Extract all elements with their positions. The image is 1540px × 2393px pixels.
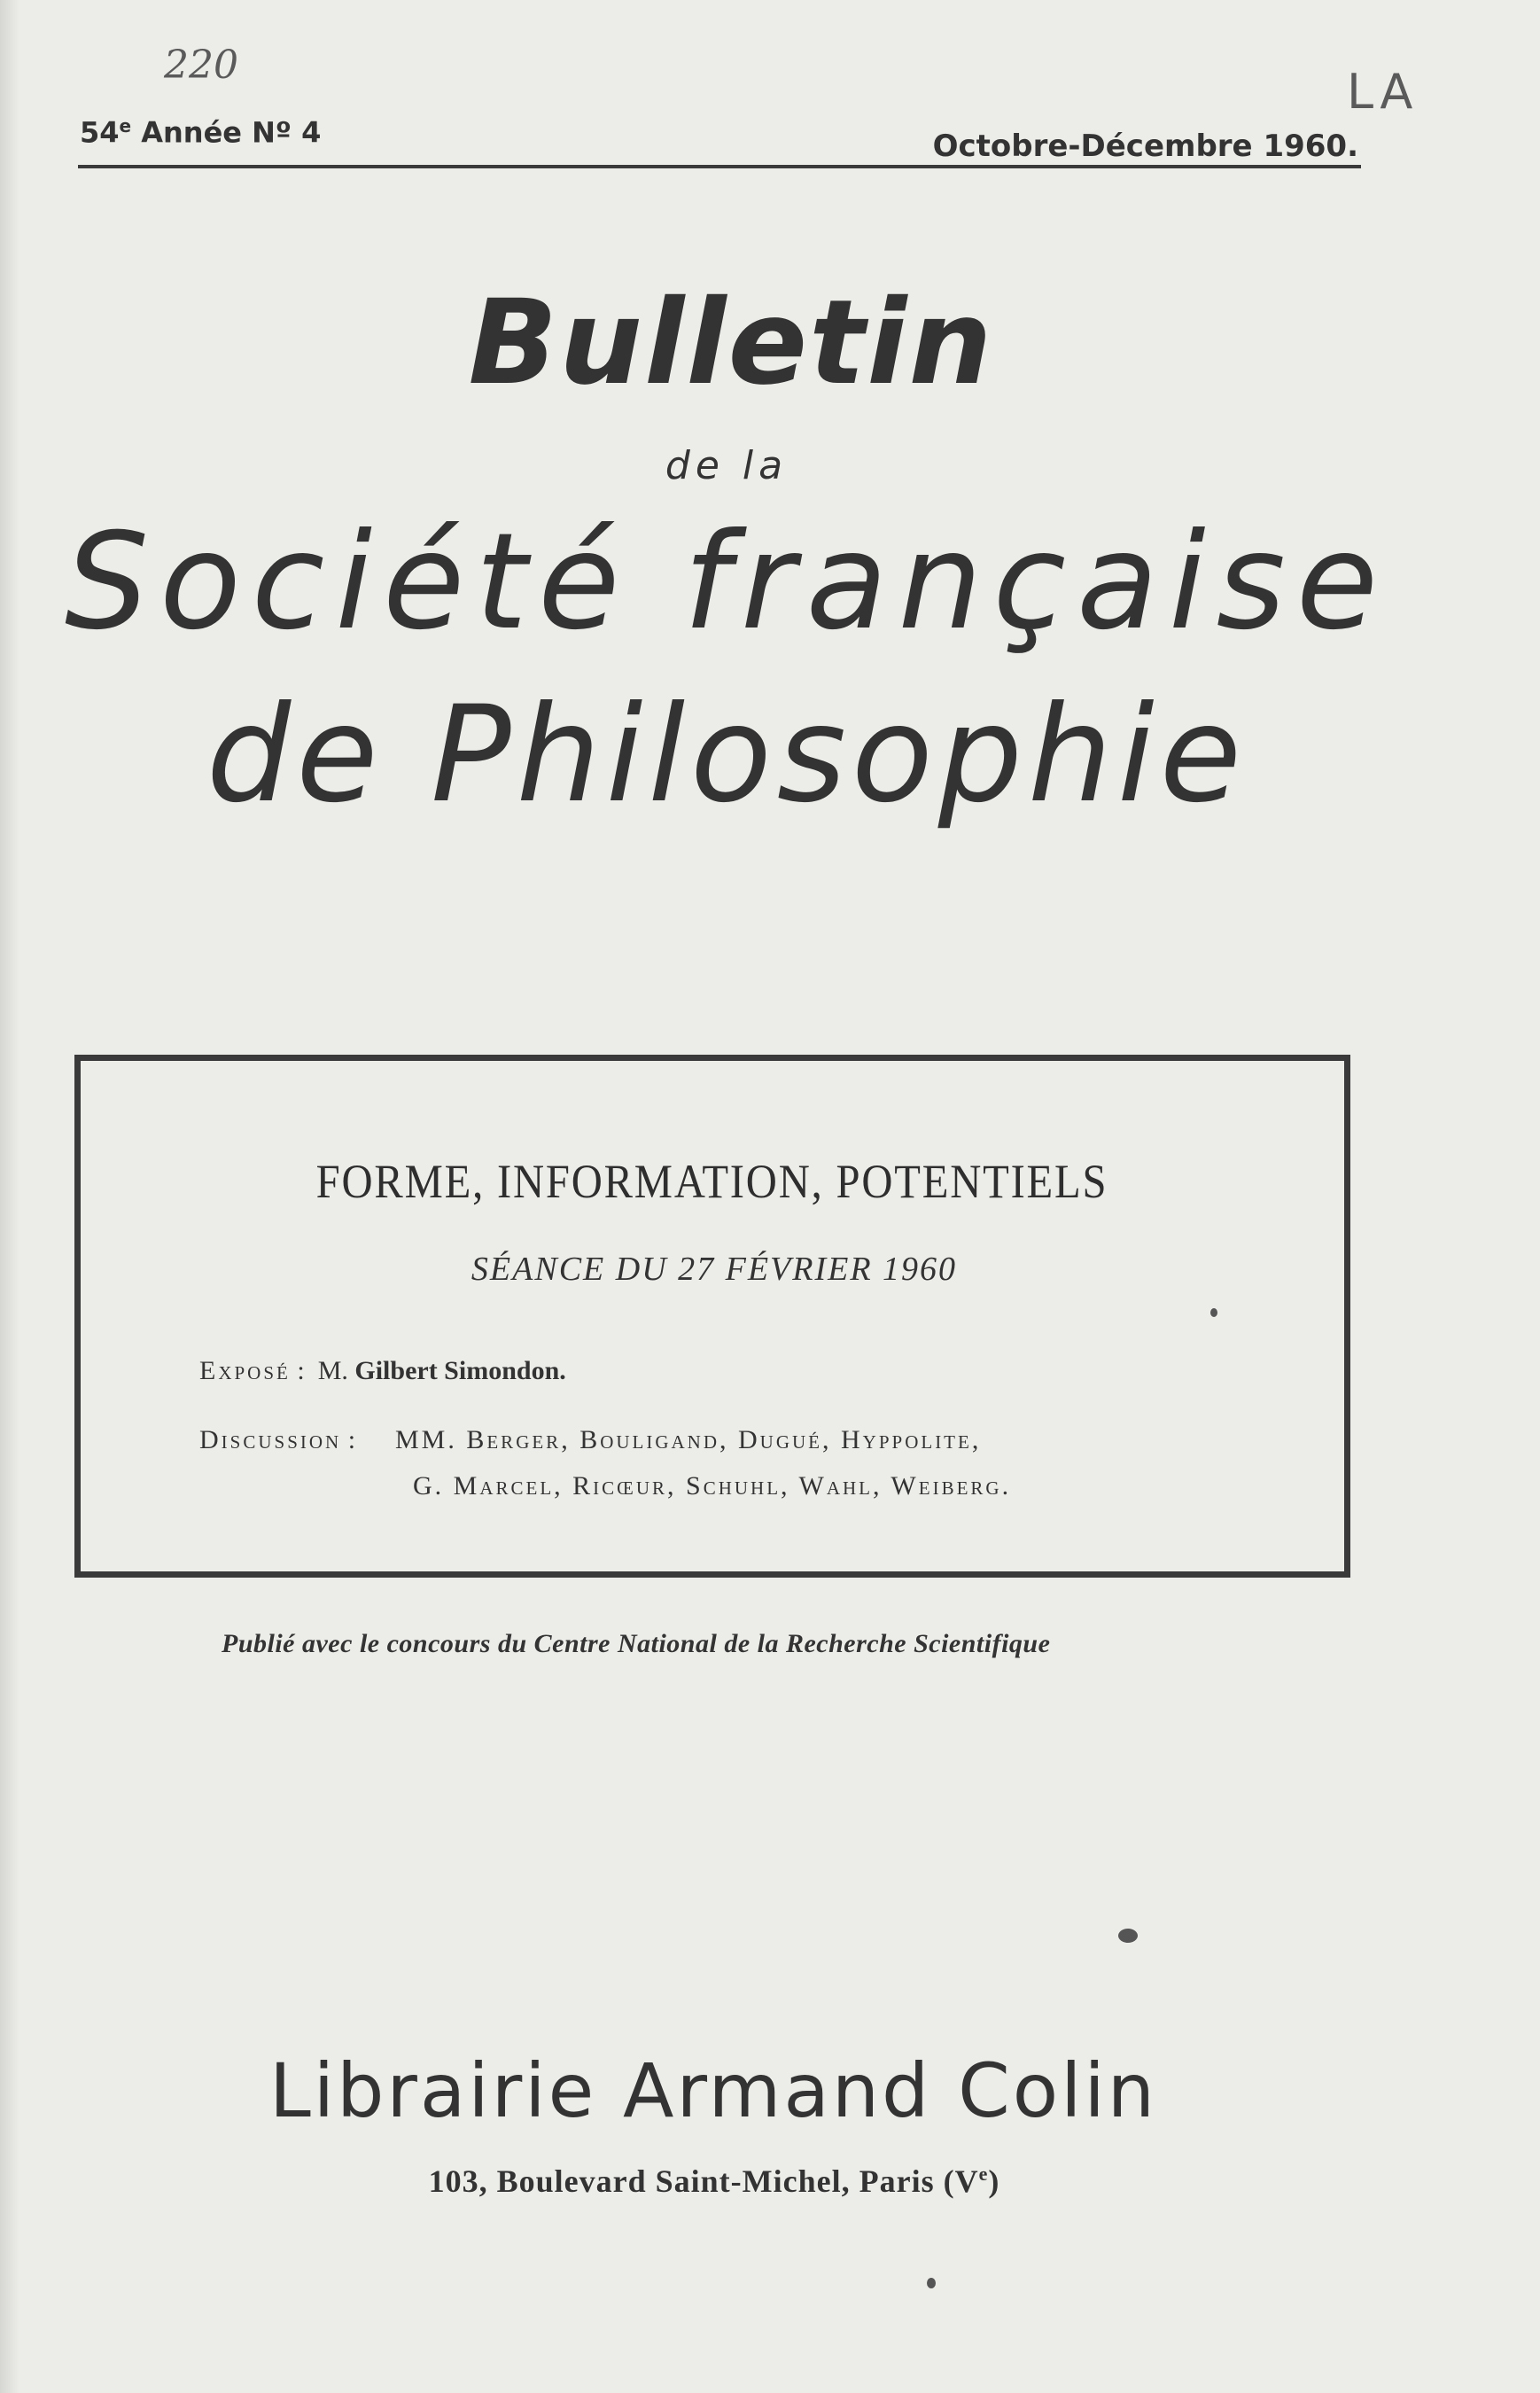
discussion-label: Discussion bbox=[199, 1425, 342, 1454]
session-date: SÉANCE DU 27 FÉVRIER 1960 bbox=[471, 1251, 958, 1288]
session-theme: FORME, INFORMATION, POTENTIELS bbox=[315, 1155, 1108, 1208]
issue-year: 54 bbox=[80, 115, 120, 150]
title-bulletin: Bulletin bbox=[468, 275, 994, 411]
issue-rest: Année Nº 4 bbox=[141, 115, 322, 150]
address-end: ) bbox=[988, 2163, 1000, 2199]
issue-period: Octobre-Décembre 1960. bbox=[932, 129, 1358, 164]
handwritten-number: 220 bbox=[164, 43, 238, 88]
expose-prefix: M. bbox=[317, 1356, 348, 1385]
expose-line: Exposé : M. Gilbert Simondon. bbox=[199, 1356, 566, 1385]
expose-label: Exposé bbox=[199, 1356, 291, 1385]
publisher-address bbox=[0, 2163, 1428, 2200]
ink-speck bbox=[1210, 1308, 1217, 1317]
discussion-line: Discussion : bbox=[199, 1425, 356, 1454]
discussion-names-2: G. Marcel, Ricœur, Schuhl, Wahl, Weiberg. bbox=[413, 1471, 1012, 1500]
title-societe-francaise: Société française bbox=[64, 505, 1389, 659]
title-de-la: de la bbox=[665, 443, 789, 488]
handwritten-initials: LA bbox=[1347, 64, 1419, 120]
header-divider bbox=[78, 165, 1361, 168]
address-sup: e bbox=[978, 2163, 989, 2185]
ink-speck bbox=[1118, 1929, 1138, 1943]
expose-speaker: Gilbert Simondon. bbox=[354, 1356, 566, 1385]
ink-speck bbox=[927, 2278, 936, 2288]
title-de-philosophie: de Philosophie bbox=[206, 678, 1247, 832]
address-text: 103, Boulevard Saint-Michel, Paris (V bbox=[428, 2163, 979, 2199]
discussion-names-1: MM. Berger, Bouligand, Dugué, Hyppolite, bbox=[395, 1425, 982, 1454]
support-statement: Publié avec le concours du Centre National de la Recherche Scientifique bbox=[222, 1629, 1051, 1658]
issue-number bbox=[80, 115, 321, 150]
publisher-name: Librairie Armand Colin bbox=[268, 2047, 1158, 2134]
issue-year-suffix: e bbox=[119, 115, 132, 136]
